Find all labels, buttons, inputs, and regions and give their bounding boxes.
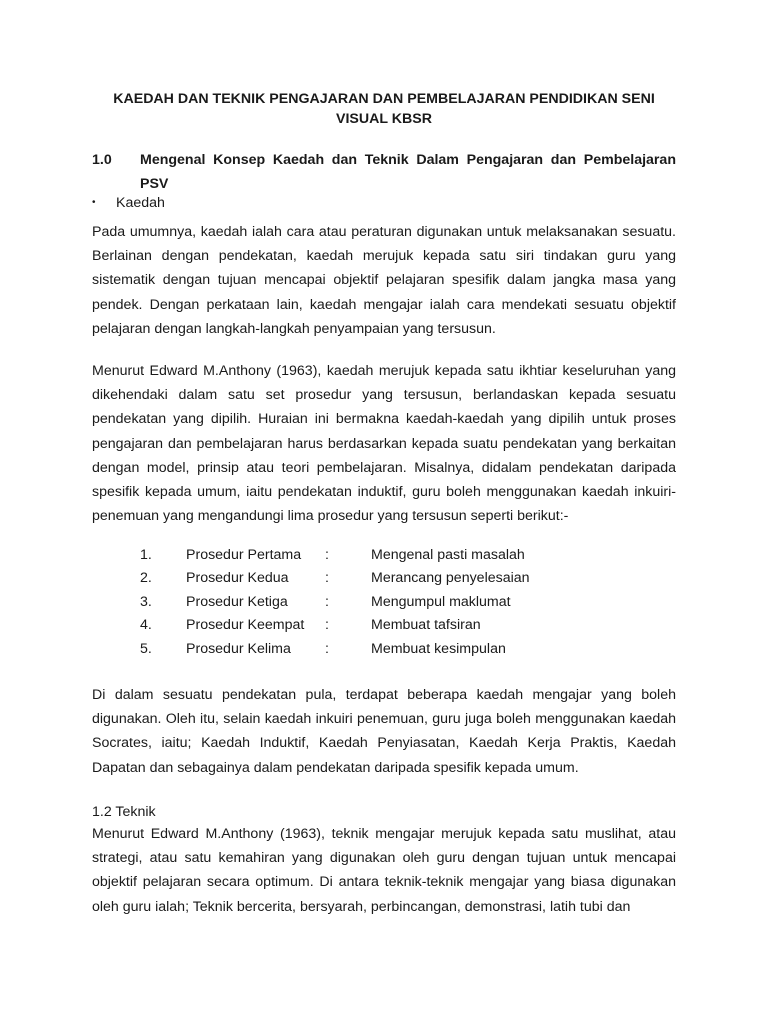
paragraph-anthony-kaedah: Menurut Edward M.Anthony (1963), kaedah merujuk kepada satu ikhtiar keseluruhan yang dikehendaki dalam satu set prosedur yang tersusun, berlandaskan kepada sesuatu pendekatan yang dipilih. Huraian ini bermakna kaedah-kaedah yang dipilih untuk proses pengajaran dan pembelajaran harus berdasarkan kepada suatu pendekatan yang berkaitan dengan model, prinsip atau teori pembelajaran. Misalnya, didalam pendekatan daripada spesifik kepada umum, iaitu pendekatan induktif, guru boleh menggunakan kaedah inkuiri-penemuan yang mengandungi lima prosedur yang tersusun seperti berikut:- [92, 363, 676, 525]
procedure-row [92, 615, 676, 638]
procedure-description: Mengumpul maklumat [371, 593, 511, 610]
bullet-label: Kaedah [116, 195, 165, 211]
procedure-colon: : [325, 547, 329, 563]
bullet-item [92, 193, 165, 213]
procedure-description: Merancang penyelesaian [371, 570, 530, 587]
paragraph-other-methods: Di dalam sesuatu pendekatan pula, terdapat beberapa kaedah mengajar yang boleh digunakan. Oleh itu, selain kaedah inkuiri penemuan, guru juga boleh menggunakan kaedah Socrates, iaitu; Kaedah Induktif, Kaedah Penyiasatan, Kaedah Kerja Praktis, Kaedah Dapatan dan sebagainya dalam pendekatan daripada spesifik kepada umum. [92, 687, 676, 776]
procedure-number: 1. [140, 547, 152, 563]
paragraph-kaedah-definition: Pada umumnya, kaedah ialah cara atau peraturan digunakan untuk melaksanakan sesuatu. Berlainan dengan pendekatan, kaedah merujuk kepada satu siri tindakan guru yang sistematik dengan tujuan mencapai objektif pelajaran spesifik dalam jangka masa yang pendek. Dengan perkataan lain, kaedah mengajar ialah cara mendekati sesuatu objektif pelajaran dengan langkah-langkah penyampaian yang tersusun. [92, 224, 676, 337]
procedure-colon: : [325, 570, 329, 587]
procedure-description: Membuat kesimpulan [371, 640, 506, 657]
procedure-list [92, 545, 676, 662]
section-heading-text: Mengenal Konsep Kaedah dan Teknik Dalam Pengajaran dan Pembelajaran PSV [140, 152, 676, 192]
procedure-number: 5. [140, 640, 152, 657]
procedure-number: 3. [140, 593, 152, 610]
document-title: KAEDAH DAN TEKNIK PENGAJARAN DAN PEMBELAJARAN PENDIDIKAN SENI VISUAL KBSR [113, 91, 655, 127]
procedure-colon: : [325, 617, 329, 634]
procedure-number: 4. [140, 617, 152, 634]
procedure-name: Prosedur Kelima [186, 640, 291, 657]
procedure-row [92, 545, 676, 568]
procedure-number: 2. [140, 570, 152, 587]
paragraph-teknik-definition: Menurut Edward M.Anthony (1963), teknik mengajar merujuk kepada satu muslihat, atau strategi, atau satu kemahiran yang digunakan oleh guru dengan tujuan untuk mencapai objektif pelajaran secara optimum. Di antara teknik-teknik mengajar yang biasa digunakan oleh guru ialah; Teknik bercerita, bersyarah, perbincangan, demonstrasi, latih tubi dan [92, 826, 676, 915]
section-heading [92, 148, 676, 196]
procedure-description: Mengenal pasti masalah [371, 547, 525, 563]
section-number: 1.0 [92, 152, 112, 168]
subsection-heading: 1.2 Teknik [92, 804, 156, 820]
procedure-row [92, 568, 676, 591]
procedure-name: Prosedur Keempat [186, 617, 305, 634]
procedure-name: Prosedur Kedua [186, 570, 289, 587]
procedure-name: Prosedur Ketiga [186, 593, 288, 610]
procedure-description: Membuat tafsiran [371, 617, 481, 634]
procedure-name: Prosedur Pertama [186, 547, 302, 563]
procedure-row [92, 592, 676, 615]
procedure-row [92, 639, 676, 662]
procedure-colon: : [325, 593, 329, 610]
bullet-icon: • [92, 197, 96, 208]
procedure-colon: : [325, 640, 329, 657]
